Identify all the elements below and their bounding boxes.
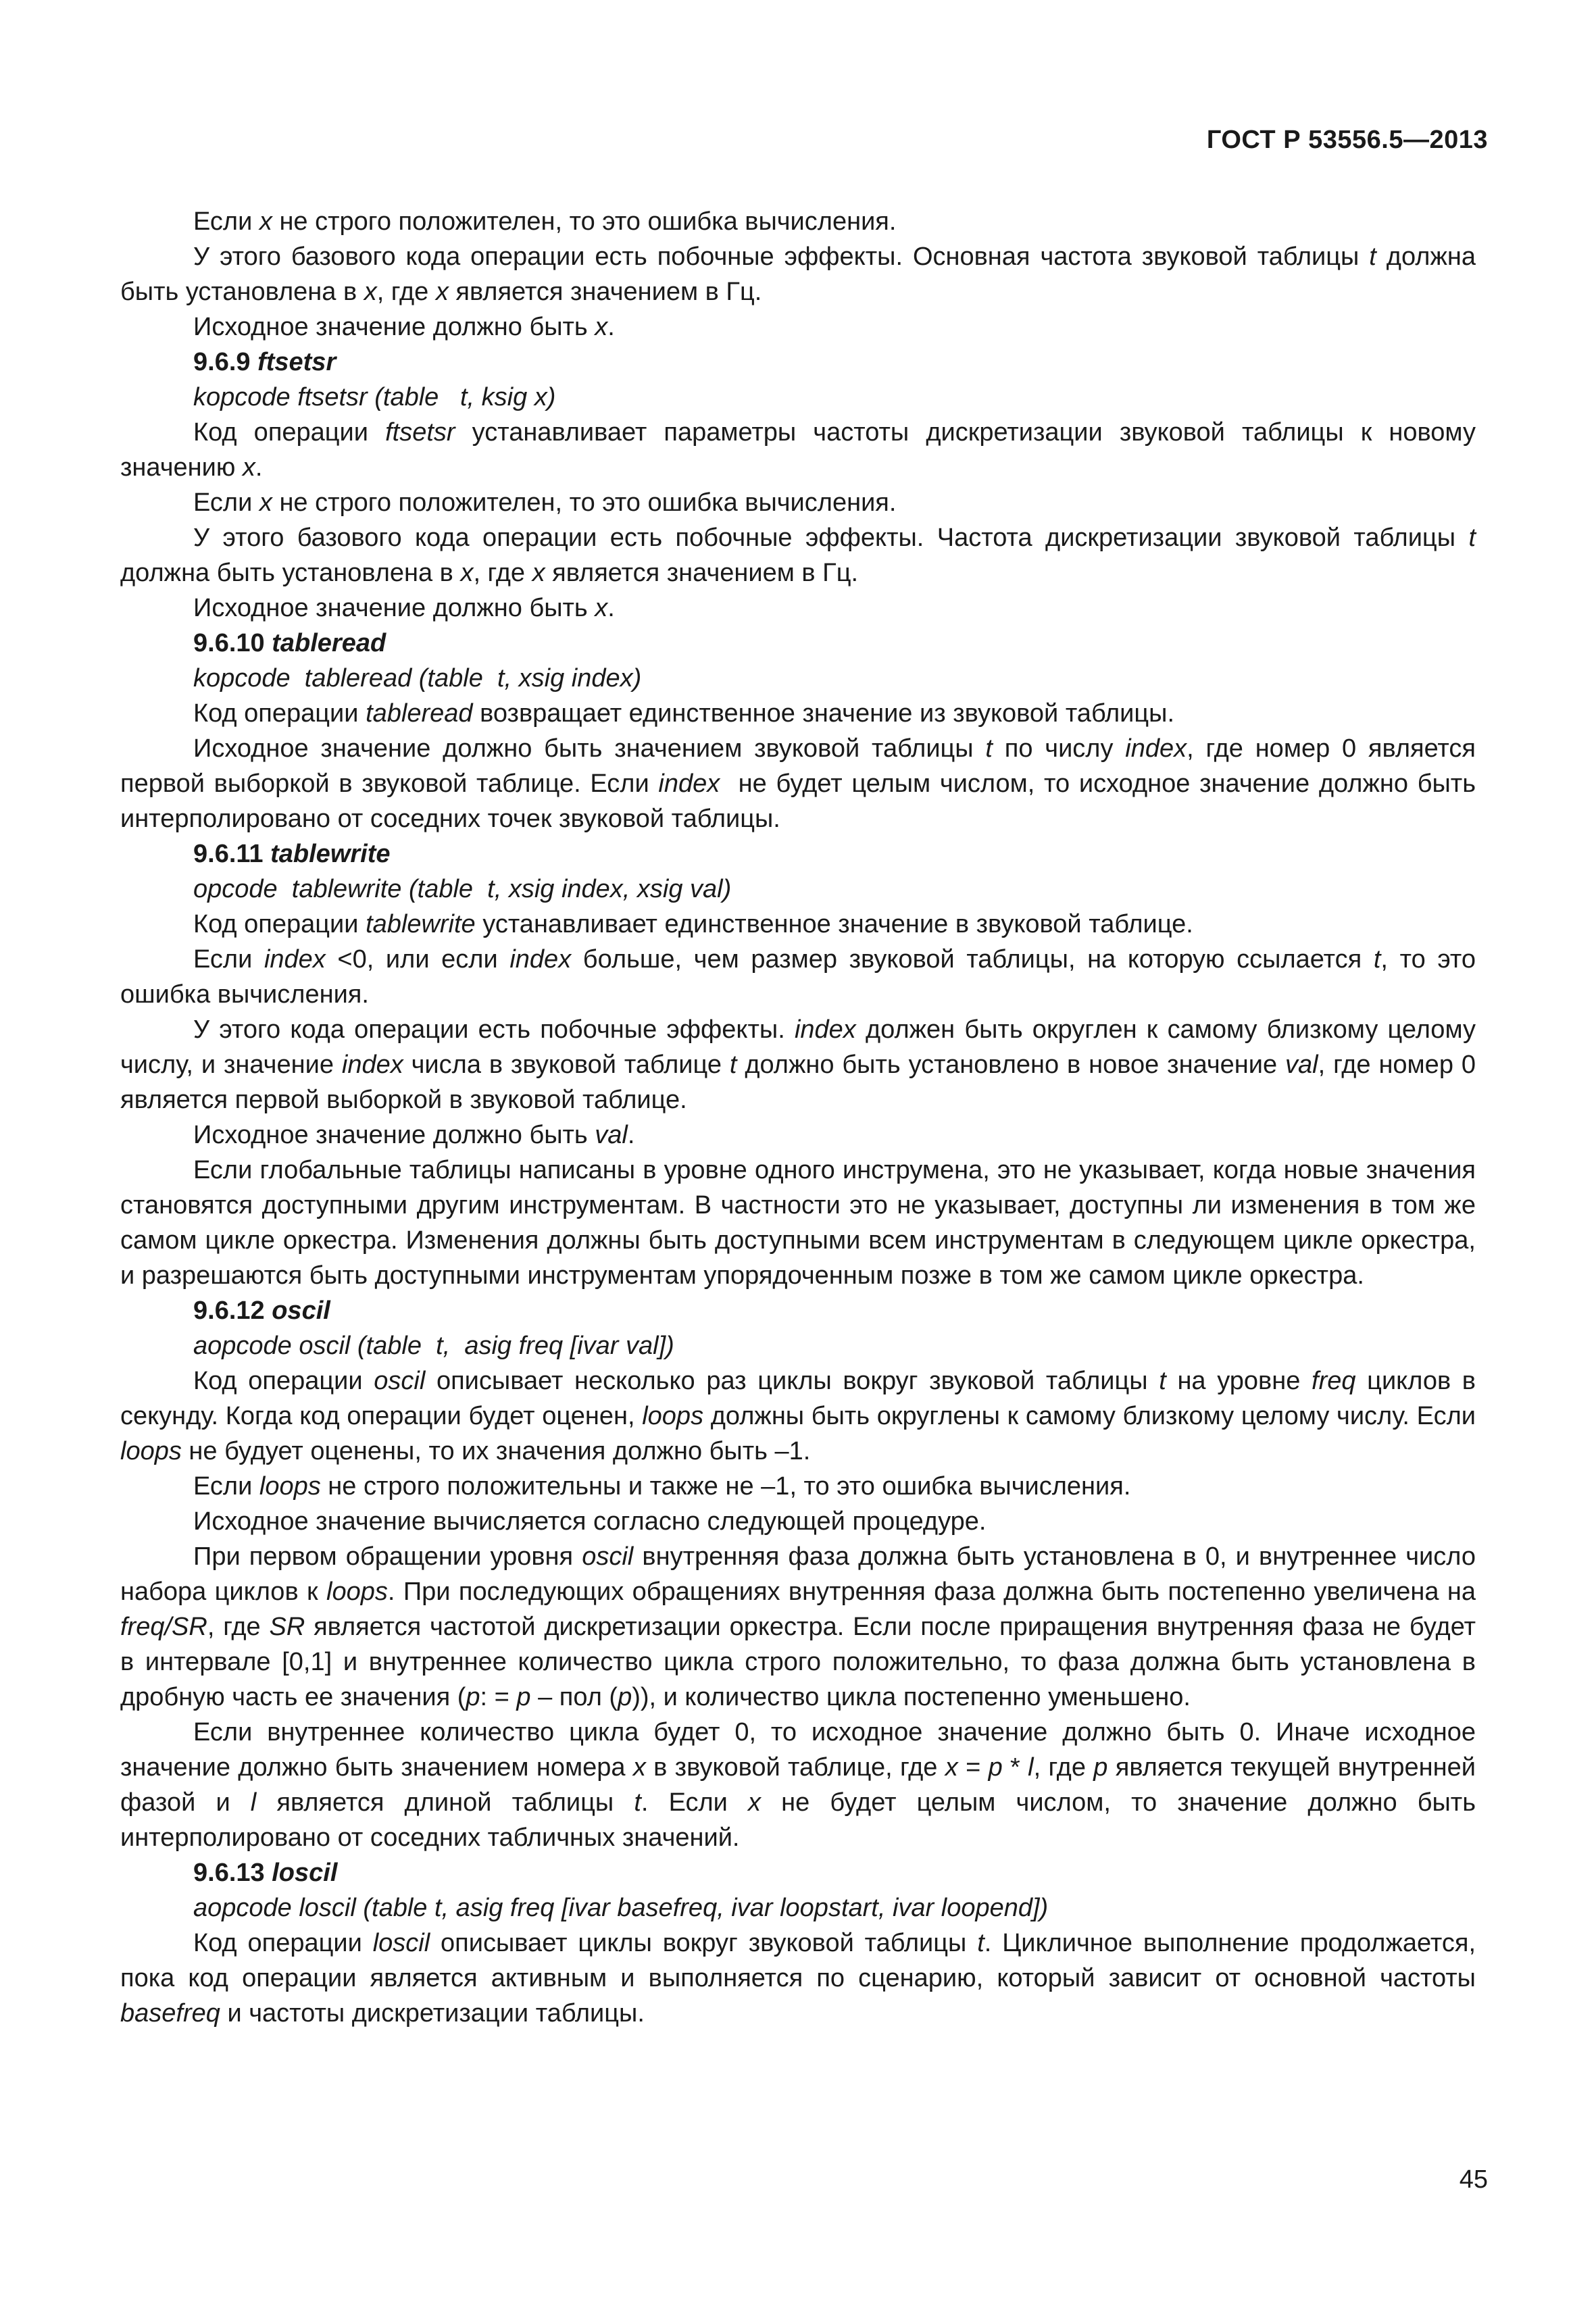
paragraph: Код операции oscil описывает несколько раз циклы вокруг звуковой таблицы t на уровне freq циклов в секунду. Когда код операции будет оценен, loops должны быть округлены к самому близкому целому числу. Если loops не будует оценены, то их значения должно быть –1. bbox=[120, 1367, 1476, 1465]
opcode-syntax: aopcode oscil (table t, asig freq [ivar val]) bbox=[193, 1332, 674, 1360]
paragraph: При первом обращении уровня oscil внутренняя фаза должна быть установлена в 0, и внутреннее число набора циклов к loops. При последующих обращениях внутренняя фаза должна быть постепенно увеличена на freq/SR, где SR является частотой дискретизации оркестра. Если после приращения внутренняя фаза не будет в интервале [0,1] и внутреннее количество цикла строго положительно, то фаза должна быть установлена в дробную часть ее значения (p: = p – пол (p)), и количество цикла постепенно уменьшено. bbox=[120, 1542, 1476, 1711]
opcode-syntax: kopcode tableread (table t, xsig index) bbox=[193, 664, 642, 693]
section-heading: 9.6.10 tableread bbox=[193, 629, 386, 657]
paragraph: Код операции tableread возвращает единственное значение из звуковой таблицы. bbox=[193, 699, 1175, 728]
paragraph: Исходное значение должно быть x. bbox=[193, 594, 615, 622]
paragraph: Если loops не строго положительны и также не –1, то это ошибка вычисления. bbox=[193, 1472, 1131, 1501]
paragraph: Код операции ftsetsr устанавливает параметры частоты дискретизации звуковой таблицы к новому значению x. bbox=[120, 418, 1476, 482]
paragraph: Исходное значение должно быть x. bbox=[193, 313, 615, 341]
paragraph: Если x не строго положителен, то это ошибка вычисления. bbox=[193, 207, 897, 236]
opcode-syntax: opcode tablewrite (table t, xsig index, xsig val) bbox=[193, 875, 732, 903]
page-body bbox=[120, 204, 1476, 2031]
paragraph: Если глобальные таблицы написаны в уровне одного инструмена, это не указывает, когда новые значения становятся доступными другим инструментам. В частности это не указывает, доступны ли изменения в том же самом цикле оркестра. Изменения должны быть доступными всем инструментам в следующем цикле оркестра, и разрешаются быть доступными инструментам упорядоченным позже в том же самом цикле оркестра. bbox=[120, 1156, 1476, 1290]
paragraph: У этого базового кода операции есть побочные эффекты. Основная частота звуковой таблицы t должна быть установлена в x, где x является значением в Гц. bbox=[120, 243, 1476, 306]
paragraph: Код операции tablewrite устанавливает единственное значение в звуковой таблице. bbox=[193, 910, 1193, 938]
paragraph: Исходное значение вычисляется согласно следующей процедуре. bbox=[193, 1507, 987, 1536]
opcode-syntax: aopcode loscil (table t, asig freq [ivar basefreq, ivar loopstart, ivar loopend]) bbox=[193, 1894, 1049, 1922]
section-heading: 9.6.9 ftsetsr bbox=[193, 348, 336, 376]
paragraph: Код операции loscil описывает циклы вокруг звуковой таблицы t. Цикличное выполнение продолжается, пока код операции является активным и выполняется по сценарию, который зависит от основной частоты basefreq и частоты дискретизации таблицы. bbox=[120, 1929, 1476, 2028]
paragraph: У этого базового кода операции есть побочные эффекты. Частота дискретизации звуковой таблицы t должна быть установлена в x, где x является значением в Гц. bbox=[120, 524, 1476, 587]
paragraph: Если index <0, или если index больше, чем размер звуковой таблицы, на которую ссылается t, то это ошибка вычисления. bbox=[120, 945, 1476, 1009]
section-heading: 9.6.12 oscil bbox=[193, 1297, 330, 1325]
paragraph: Исходное значение должно быть значением звуковой таблицы t по числу index, где номер 0 является первой выборкой в звуковой таблице. Если index не будет целым числом, то исходное значение должно быть интерполировано от соседних точек звуковой таблицы. bbox=[120, 734, 1476, 833]
paragraph: Если внутреннее количество цикла будет 0, то исходное значение должно быть 0. Иначе исходное значение должно быть значением номера x в звуковой таблице, где x = p * l, где p является текущей внутренней фазой и l является длиной таблицы t. Если x не будет целым числом, то значение должно быть интерполировано от соседних табличных значений. bbox=[120, 1718, 1476, 1852]
document-id: ГОСТ Р 53556.5—2013 bbox=[1206, 126, 1488, 154]
opcode-syntax: kopcode ftsetsr (table t, ksig x) bbox=[193, 383, 556, 411]
page-number: 45 bbox=[1459, 2165, 1488, 2194]
paragraph: Исходное значение должно быть val. bbox=[193, 1121, 635, 1149]
section-heading: 9.6.13 loscil bbox=[193, 1859, 338, 1887]
section-heading: 9.6.11 tablewrite bbox=[193, 840, 391, 868]
paragraph: У этого кода операции есть побочные эффекты. index должен быть округлен к самому близкому целому числу, и значение index числа в звуковой таблице t должно быть установлено в новое значение val, где номер 0 является первой выборкой в звуковой таблице. bbox=[120, 1015, 1476, 1114]
paragraph: Если x не строго положителен, то это ошибка вычисления. bbox=[193, 488, 897, 517]
